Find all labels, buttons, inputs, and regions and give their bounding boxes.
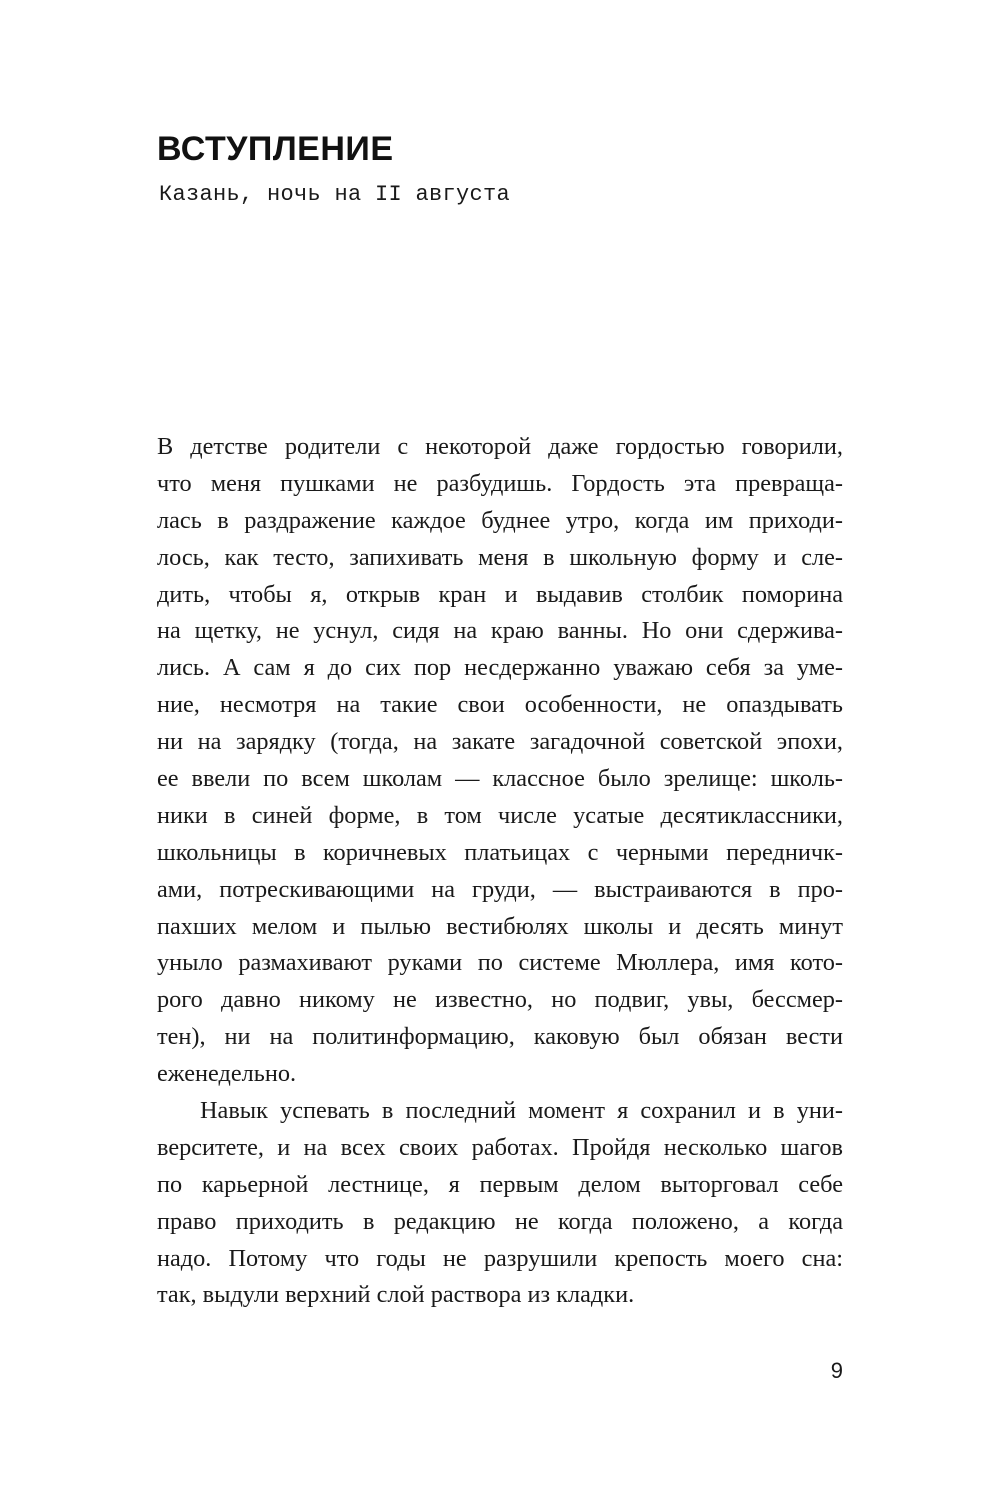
text-line: ами, потрескивающими на груди, — выстраиваются в про- (157, 875, 843, 903)
text-line: право приходить в редакцию не когда положено, а когда (157, 1207, 843, 1235)
text-line: лись. А сам я до сих пор несдержанно уважаю себя за уме- (157, 654, 843, 682)
text-line: лось, как тесто, запихивать меня в школьную форму и сле- (157, 543, 843, 571)
chapter-subtitle: Казань, ночь на II августа (159, 182, 511, 207)
chapter-title: ВСТУПЛЕНИЕ (157, 130, 394, 168)
text-line: дить, чтобы я, открыв кран и выдавив столбик поморина (157, 580, 843, 608)
text-line: тен), ни на политинформацию, каковую был обязан вести (157, 1023, 843, 1051)
text-line: на щетку, не уснул, сидя на краю ванны. Но они сдержива- (157, 617, 843, 645)
text-line: пахших мелом и пылью вестибюлях школы и десять минут (157, 912, 843, 940)
text-line: так, выдули верхний слой раствора из кладки. (157, 1281, 635, 1309)
body-text (157, 429, 843, 1314)
text-line: Навык успевать в последний момент я сохранил и в уни- (200, 1097, 843, 1125)
paragraph-1 (157, 429, 843, 1093)
text-line: школьницы в коричневых платьицах с черными передничк- (157, 838, 843, 866)
text-line: рого давно никому не известно, но подвиг, увы, бессмер- (157, 986, 843, 1014)
paragraph-2 (157, 1093, 843, 1314)
text-line: ее ввели по всем школам — классное было зрелище: школь- (157, 765, 843, 793)
text-line: ники в синей форме, в том числе усатые десятиклассники, (157, 801, 843, 829)
text-line: уныло размахивают руками по системе Мюллера, имя кото- (157, 949, 843, 977)
text-line: по карьерной лестнице, я первым делом выторговал себе (157, 1170, 843, 1198)
text-line: ние, несмотря на такие свои особенности, не опаздывать (157, 691, 843, 719)
page-number: 9 (830, 1358, 843, 1383)
text-line: ни на зарядку (тогда, на закате загадочной советской эпохи, (157, 728, 843, 756)
text-line: верситете, и на всех своих работах. Пройдя несколько шагов (157, 1133, 843, 1161)
text-line: лась в раздражение каждое буднее утро, когда им приходи- (157, 506, 843, 534)
text-line: что меня пушками не разбудишь. Гордость эта превраща- (157, 469, 843, 497)
text-line: В детстве родители с некоторой даже гордостью говорили, (157, 433, 843, 460)
text-line: надо. Потому что годы не разрушили крепость моего сна: (157, 1244, 843, 1272)
text-line: еженедельно. (157, 1060, 297, 1088)
